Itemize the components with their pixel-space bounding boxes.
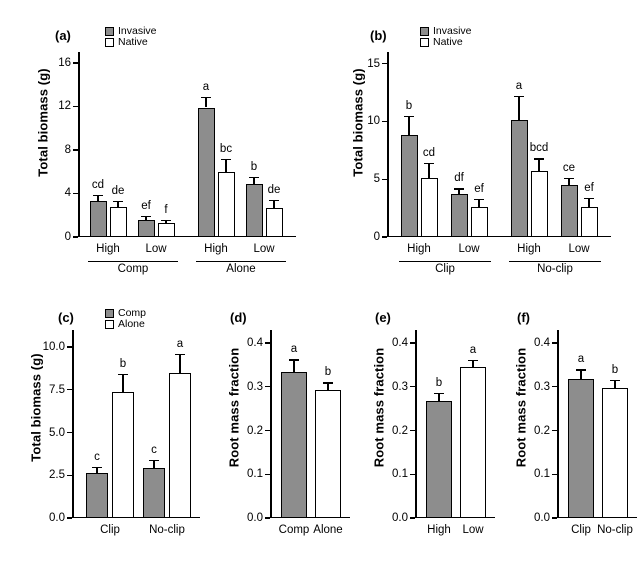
panel-a-letter: (a) [55, 28, 71, 43]
panel-e-plot [392, 330, 495, 536]
panel-d [208, 300, 356, 558]
significance-label: df [454, 172, 464, 185]
error-bar [122, 374, 123, 393]
y-tick [552, 430, 557, 431]
group-label: Alone [226, 263, 256, 275]
group-label: Clip [435, 263, 455, 275]
legend-label-comp: Comp [118, 307, 147, 319]
error-bar-cap [93, 195, 103, 196]
y-tick-label: 0.1 [392, 468, 408, 481]
panel-b-plot [367, 52, 611, 275]
y-tick-label: 10 [367, 115, 380, 128]
panel-e-letter: (e) [375, 310, 391, 325]
bar [511, 120, 528, 237]
y-tick-label: 0.4 [534, 337, 550, 350]
y-tick [410, 474, 415, 475]
y-tick [67, 517, 72, 518]
significance-label: cd [422, 147, 436, 159]
error-bar-cap [468, 360, 478, 361]
error-bar [538, 158, 539, 171]
significance-label: a [176, 337, 184, 350]
error-bar-cap [113, 201, 123, 202]
panel-d-ylabel: Root mass fraction [226, 347, 242, 468]
panel-b-y-axis [387, 52, 389, 237]
panel-e-y-axis [415, 330, 417, 518]
error-bar [580, 369, 581, 379]
y-tick [552, 474, 557, 475]
panel-b-legend [420, 26, 472, 48]
panel-c-y-axis [72, 330, 74, 518]
error-bar-cap [454, 188, 464, 189]
y-tick-label: 5 [373, 173, 380, 186]
panel-a-legend [105, 26, 157, 48]
significance-label: de [111, 185, 125, 198]
panel-a-y-axis [78, 52, 80, 237]
error-bar-cap [118, 374, 128, 375]
x-axis-label: High [96, 243, 120, 255]
bar [471, 207, 488, 237]
bar [568, 379, 594, 518]
x-axis-label: Comp [278, 524, 310, 536]
y-tick [265, 474, 270, 475]
y-tick [382, 63, 387, 64]
error-bar-cap [610, 380, 620, 381]
significance-label: a [469, 344, 477, 357]
bar [86, 473, 108, 518]
x-axis-label: Low [568, 243, 590, 255]
y-tick-label: 0.3 [247, 380, 263, 393]
error-bar-cap [249, 177, 259, 178]
y-tick [73, 106, 78, 107]
y-tick-label: 0.4 [392, 337, 408, 350]
x-axis-label: Alone [313, 524, 343, 536]
x-axis-label: Low [145, 243, 167, 255]
significance-label: b [405, 99, 413, 112]
error-bar-cap [564, 178, 574, 179]
error-bar-cap [201, 97, 211, 98]
error-bar [588, 198, 589, 207]
bar [169, 373, 191, 518]
bar [315, 390, 341, 518]
panel-f [495, 300, 643, 558]
panel-c [10, 300, 210, 558]
panel-e [353, 300, 501, 558]
y-tick-label: 0.4 [247, 337, 263, 350]
legend-label-native: Native [118, 36, 148, 48]
bar [602, 388, 628, 518]
y-tick [73, 236, 78, 237]
error-bar-cap [576, 369, 586, 370]
x-axis-label: No-clip [149, 524, 185, 536]
y-tick [73, 62, 78, 63]
legend-label-native: Native [433, 36, 463, 48]
y-tick-label: 5.0 [49, 426, 65, 439]
panel-f-plot [534, 330, 637, 536]
y-tick-label: 0.3 [392, 380, 408, 393]
y-tick [382, 236, 387, 237]
error-bar-cap [289, 359, 299, 360]
error-bar-cap [92, 467, 102, 468]
y-tick-label: 15 [367, 57, 380, 70]
y-tick-label: 0 [373, 231, 380, 243]
error-bar [225, 159, 226, 172]
y-tick [265, 342, 270, 343]
y-tick [382, 121, 387, 122]
panel-c-legend [105, 308, 146, 330]
bar [158, 223, 175, 237]
significance-label: a [290, 343, 298, 356]
error-bar-cap [149, 460, 159, 461]
significance-label: c [151, 443, 157, 456]
legend-item-alone [105, 319, 146, 329]
y-tick-label: 0.0 [247, 512, 263, 524]
x-axis-label: High [204, 243, 228, 255]
panel-c-ylabel: Total biomass (g) [28, 353, 44, 462]
error-bar-cap [323, 382, 333, 383]
panel-a-plot [58, 52, 296, 275]
y-tick [410, 342, 415, 343]
legend-swatch-alone [105, 320, 114, 329]
y-tick-label: 0.3 [534, 380, 550, 393]
panel-e-ylabel: Root mass fraction [371, 347, 387, 468]
bar [426, 401, 452, 518]
panel-a-ylabel: Total biomass (g) [35, 68, 51, 177]
significance-label: b [611, 363, 619, 376]
panel-d-plot [247, 330, 350, 536]
error-bar-cap [175, 354, 185, 355]
x-axis-label: Low [458, 243, 480, 255]
bar [460, 367, 486, 518]
legend-swatch-native [105, 38, 114, 47]
error-bar-cap [269, 200, 279, 201]
bar [143, 468, 165, 518]
y-tick [67, 346, 72, 347]
legend-swatch-comp [105, 309, 114, 318]
significance-label: a [515, 79, 523, 92]
legend-item-comp [105, 308, 146, 318]
significance-label: cd [91, 178, 105, 191]
panel-d-y-axis [270, 330, 272, 518]
bar [531, 171, 548, 237]
x-axis-label: High [407, 243, 431, 255]
y-tick [73, 193, 78, 194]
error-bar-cap [514, 96, 524, 97]
y-tick [382, 179, 387, 180]
panel-c-letter: (c) [58, 310, 74, 325]
significance-label: a [577, 353, 585, 366]
x-axis-label: High [517, 243, 541, 255]
y-tick [265, 430, 270, 431]
legend-label-invasive: Invasive [118, 25, 157, 37]
error-bar [179, 354, 180, 373]
legend-item-native [105, 37, 157, 47]
panel-a [10, 10, 310, 295]
bar [451, 194, 468, 237]
y-tick-label: 7.5 [49, 383, 65, 396]
panel-d-letter: (d) [230, 310, 247, 325]
error-bar-cap [141, 216, 151, 217]
y-tick-label: 0.2 [392, 424, 408, 437]
legend-swatch-native [420, 38, 429, 47]
y-tick-label: 0.1 [247, 468, 263, 481]
legend-item-invasive [105, 26, 157, 36]
error-bar-cap [161, 220, 171, 221]
significance-label: ce [562, 162, 576, 175]
x-axis-label: No-clip [597, 524, 633, 536]
legend-label-invasive: Invasive [433, 25, 472, 37]
y-tick-label: 2.5 [49, 469, 65, 482]
bar [90, 201, 107, 237]
significance-label: b [435, 376, 443, 389]
y-tick [552, 517, 557, 518]
bar [198, 108, 215, 238]
y-tick-label: 0.0 [49, 512, 65, 524]
y-tick [552, 342, 557, 343]
error-bar-cap [221, 159, 231, 160]
error-bar [428, 163, 429, 178]
error-bar [205, 97, 206, 108]
significance-label: b [324, 366, 332, 379]
y-tick-label: 8 [64, 143, 71, 156]
significance-label: f [164, 204, 168, 217]
y-tick-label: 0.2 [534, 424, 550, 437]
x-axis-label: Clip [571, 524, 591, 536]
y-tick-label: 16 [58, 56, 71, 69]
significance-label: ef [474, 182, 484, 195]
y-tick-label: 0.2 [247, 424, 263, 437]
y-tick-label: 0.0 [534, 512, 550, 524]
bar [218, 172, 235, 237]
legend-item-invasive [420, 26, 472, 36]
significance-label: bcd [529, 142, 549, 155]
y-tick-label: 12 [58, 100, 71, 113]
group-label: No-clip [537, 263, 573, 275]
panel-b-ylabel: Total biomass (g) [350, 68, 366, 177]
panel-f-ylabel: Root mass fraction [513, 347, 529, 468]
y-tick-label: 0.1 [534, 468, 550, 481]
error-bar [293, 359, 294, 371]
y-tick [73, 149, 78, 150]
legend-item-native [420, 37, 472, 47]
group-label: Comp [117, 263, 149, 275]
legend-swatch-invasive [105, 27, 114, 36]
y-tick [265, 386, 270, 387]
y-tick [67, 475, 72, 476]
y-tick-label: 0 [64, 231, 71, 243]
y-tick [67, 389, 72, 390]
bar [281, 372, 307, 518]
significance-label: b [250, 161, 258, 174]
error-bar [518, 96, 519, 120]
bar [581, 207, 598, 237]
y-tick [410, 517, 415, 518]
y-tick [265, 517, 270, 518]
y-tick-label: 10.0 [42, 341, 65, 354]
legend-swatch-invasive [420, 27, 429, 36]
significance-label: ef [141, 199, 151, 212]
error-bar-cap [434, 393, 444, 394]
y-tick-label: 4 [64, 187, 71, 200]
significance-label: c [94, 450, 100, 463]
y-tick [410, 430, 415, 431]
bar [401, 135, 418, 237]
significance-label: ef [584, 181, 594, 194]
panel-b [325, 10, 635, 295]
error-bar-cap [424, 163, 434, 164]
panel-f-letter: (f) [517, 310, 530, 325]
panel-f-y-axis [557, 330, 559, 518]
bar [246, 184, 263, 237]
bar [138, 220, 155, 237]
bar [561, 185, 578, 237]
y-tick [552, 386, 557, 387]
significance-label: b [119, 357, 127, 370]
error-bar-cap [404, 116, 414, 117]
bar [112, 392, 134, 518]
x-axis-label: Clip [100, 524, 120, 536]
x-axis-label: High [427, 524, 451, 536]
bar [421, 178, 438, 237]
significance-label: de [267, 184, 281, 196]
bar [266, 208, 283, 237]
y-tick [67, 432, 72, 433]
x-axis-label: Low [462, 524, 484, 536]
panel-c-plot [42, 330, 200, 536]
error-bar [408, 116, 409, 136]
panel-b-letter: (b) [370, 28, 387, 43]
legend-label-alone: Alone [118, 318, 145, 330]
significance-label: a [202, 80, 210, 93]
error-bar-cap [534, 158, 544, 159]
error-bar-cap [584, 198, 594, 199]
significance-label: bc [219, 142, 233, 155]
x-axis-label: Low [253, 243, 275, 255]
bar [110, 207, 127, 237]
y-tick-label: 0.0 [392, 512, 408, 524]
y-tick [410, 386, 415, 387]
error-bar-cap [474, 199, 484, 200]
